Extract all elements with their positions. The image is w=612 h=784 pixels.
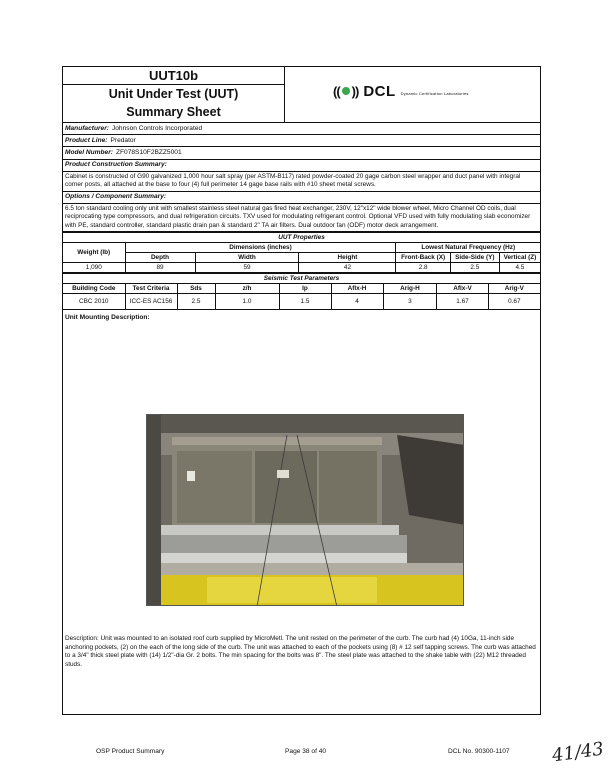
seismic-table (63, 273, 540, 310)
weight-header: Weight (lb) (63, 243, 125, 263)
seismic-value: 1.5 (279, 294, 331, 310)
logo-dot-icon (342, 87, 350, 95)
seismic-header: z/h (215, 284, 279, 294)
footer-dcl-number: DCL No. 90300-1107 (448, 748, 510, 755)
front-back-value: 2.8 (396, 263, 450, 273)
vertical-header: Vertical (Z) (499, 253, 540, 263)
summary-sheet (62, 66, 541, 715)
width-value: 59 (195, 263, 299, 273)
unit-photo-image (147, 415, 464, 606)
title-summary-sheet: Summary Sheet (126, 105, 221, 119)
product-line-row (63, 135, 540, 147)
depth-value: 89 (125, 263, 195, 273)
product-line-label: Product Line: (65, 136, 108, 144)
logo-subtitle: Dynamic Certification Laboratories (400, 91, 469, 96)
frequency-header: Lowest Natural Frequency (Hz) (396, 243, 540, 253)
title-unit-under-test: Unit Under Test (UUT) (108, 87, 239, 101)
handwritten-page-note: 41/43 (550, 738, 606, 767)
unit-mounting-photo (146, 414, 464, 606)
model-row (63, 147, 540, 159)
product-line-value: Predator (110, 136, 136, 144)
seismic-title: Seismic Test Parameters (63, 274, 540, 284)
mounting-label: Unit Mounting Description: (65, 314, 150, 322)
construction-summary: Cabinet is constructed of G90 galvanized 1,000 hour salt spray (per ASTM-B117) rated powder-coated 20 gage carbon steel wrapper and duct panel with integral corner posts, all attached at the base to four (4) full perimeter 14 gage base rails with #10 sheet metal screws. (63, 172, 540, 192)
seismic-value: 1.0 (215, 294, 279, 310)
front-back-header: Front-Back (X) (396, 253, 450, 263)
uut-id: UUT10b (63, 67, 284, 85)
title-box (63, 67, 285, 123)
seismic-value: CBC 2010 (63, 294, 125, 310)
mounting-description: Description: Unit was mounted to an isolated roof curb supplied by MicroMetl. The unit rested on the perimeter of the curb. The curb had (4) 10Ga, 11-inch side anchoring pockets, (2) on the each of the long side of the curb. The unit was attached to each of the pockets using (8) # 12 self tapping screws. The curb was attached to a 3/4" thick steel plate with (14) 1/2"-dia Gr. 2 bolts. The min spacing for the bolts was 8". The steel plate was attached to the shake table with (22) M12 threaded studs. (65, 635, 536, 668)
footer-left: OSP Product Summary (96, 748, 165, 755)
height-header: Height (299, 253, 396, 263)
seismic-value: 3 (383, 294, 437, 310)
width-header: Width (195, 253, 299, 263)
seismic-value: 2.5 (177, 294, 215, 310)
height-value: 42 (299, 263, 396, 273)
seismic-header: Sds (177, 284, 215, 294)
sheet-header (63, 67, 540, 123)
seismic-header: Arig-H (383, 284, 437, 294)
seismic-header: Building Code (63, 284, 125, 294)
side-side-value: 2.5 (450, 263, 499, 273)
construction-label-row (63, 160, 540, 172)
seismic-header: Aflx-H (331, 284, 383, 294)
options-label: Options / Component Summary: (65, 193, 167, 201)
options-label-row (63, 192, 540, 204)
depth-header: Depth (125, 253, 195, 263)
footer-page-number: Page 38 of 40 (285, 748, 327, 755)
uut-properties-table (63, 232, 540, 273)
logo-wave-left: (( (333, 84, 340, 99)
dcl-logo (333, 83, 469, 100)
seismic-value: 1.67 (437, 294, 488, 310)
manufacturer-row (63, 123, 540, 135)
seismic-header: Aflx-V (437, 284, 488, 294)
construction-label: Product Construction Summary: (65, 161, 167, 169)
vertical-value: 4.5 (499, 263, 540, 273)
seismic-value: ICC-ES AC156 (125, 294, 177, 310)
manufacturer-value: Johnson Controls Incorporated (111, 124, 203, 132)
logo-wave-right: )) (351, 84, 359, 99)
seismic-value: 4 (331, 294, 383, 310)
seismic-value: 0.67 (488, 294, 540, 310)
model-label: Model Number: (65, 148, 113, 156)
model-value: ZF078S10F2BZZ5001 (116, 148, 182, 156)
logo-text: DCL (363, 83, 396, 100)
seismic-header: Ip (279, 284, 331, 294)
manufacturer-label: Manufacturer: (65, 124, 109, 132)
options-summary: 6.5 ton standard cooling only unit with smallest stainless steel natural gas fired heat exchanger, 230V, 12"x12" wide blower wheel, Micro Channel OD coils, dual reciprocating type compressors, and dual refrigeration circuits. TXV used for modulating refrigerant control. Optional VFD used with fully modulating slab economizer with PE, standard controller, standard plastic drain pan & standard 2" TA air filters. Dual outdoor fan (ODF) motor deck arrangement. (63, 204, 540, 232)
uut-properties-title: UUT Properties (63, 233, 540, 243)
dimensions-header: Dimensions (inches) (125, 243, 396, 253)
seismic-header: Test Criteria (125, 284, 177, 294)
weight-value: 1,090 (63, 263, 125, 273)
seismic-header: Arig-V (488, 284, 540, 294)
side-side-header: Side-Side (Y) (450, 253, 499, 263)
